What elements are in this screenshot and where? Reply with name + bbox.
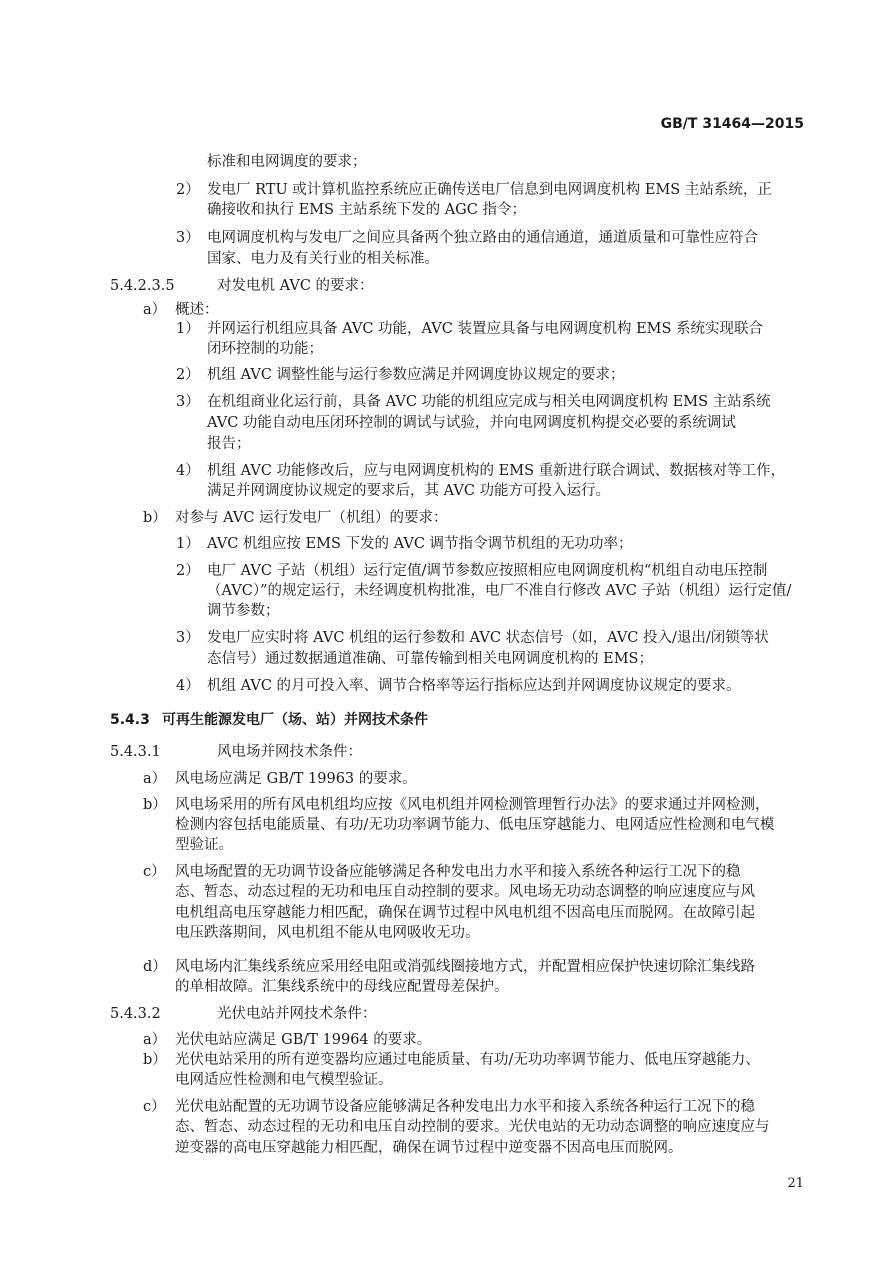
page-number: 21 [787, 1176, 804, 1191]
text-line: 风电场应满足 GB/T 19963 的要求。 [175, 771, 417, 787]
text-line: 风电场内汇集线系统应采用经电阻或消弧线圈接地方式，并配置相应保护快速切除汇集线路 [175, 959, 755, 975]
text-line: 调节参数； [207, 603, 280, 619]
item-marker: a） [143, 302, 167, 318]
text-line: 电网适应性检测和电气模型验证。 [175, 1072, 393, 1088]
text-line: （AVC）”的规定运行，未经调度机构批准，电厂不准自行修改 AVC 子站（机组）运行定值/ [207, 583, 792, 599]
text-line: 对参与 AVC 运行发电厂（机组）的要求： [175, 510, 448, 526]
text-line: 电机组高电压穿越能力相匹配，确保在调节过程中风电机组不因高电压而脱网。在故障引起 [175, 905, 755, 921]
item-marker: 1） [176, 321, 200, 337]
text-line: 电网调度机构与发电厂之间应具备两个独立路由的通信通道，通道质量和可靠性应符合 [207, 230, 758, 246]
standard-number: GB/T 31464—2015 [660, 116, 804, 132]
text-line: 光伏电站采用的所有逆变器均应通过电能质量、有功/无功功率调节能力、低电压穿越能力、 [175, 1052, 760, 1068]
text-line: 机组 AVC 的月可投入率、调节合格率等运行指标应达到并网调度协议规定的要求。 [207, 678, 741, 694]
item-marker: b） [143, 797, 167, 813]
item-marker: a） [143, 771, 167, 787]
text-line: 满足并网调度协议规定的要求后，其 AVC 功能方可投入运行。 [207, 483, 611, 499]
text-line: 发电厂应实时将 AVC 机组的运行参数和 AVC 状态信号（如，AVC 投入/退出/闭锁等状 [207, 630, 769, 646]
text-line: 光伏电站配置的无功调节设备应能够满足各种发电出力水平和接入系统各种运行工况下的稳 [175, 1099, 755, 1115]
text-line: 概述： [175, 302, 219, 318]
text-line: 光伏电站应满足 GB/T 19964 的要求。 [175, 1032, 432, 1048]
section-heading: 可再生能源发电厂（场、站）并网技术条件 [162, 712, 428, 728]
text-line: 报告； [207, 436, 251, 452]
text-line: 逆变器的高电压穿越能力相匹配，确保在调节过程中逆变器不因高电压而脱网。 [175, 1140, 683, 1156]
item-marker: 5.4.3.1 [110, 744, 161, 760]
item-marker: 2） [176, 563, 200, 579]
text-line: 检测内容包括电能质量、有功/无功功率调节能力、低电压穿越能力、电网适应性检测和电气模 [175, 817, 775, 833]
text-line: 国家、电力及有关行业的相关标准。 [207, 251, 439, 267]
item-marker: d） [143, 959, 167, 975]
item-marker: 5.4.2.3.5 [110, 278, 175, 294]
item-marker: c） [143, 864, 166, 880]
text-line: 风电场采用的所有风电机组均应按《风电机组并网检测管理暂行办法》的要求通过并网检测， [175, 797, 770, 813]
text-line: 电压跌落期间，风电机组不能从电网吸收无功。 [175, 925, 480, 941]
item-marker: b） [143, 510, 167, 526]
item-marker: 5.4.3 [110, 712, 150, 728]
item-marker: 4） [176, 463, 200, 479]
item-marker: 4） [176, 678, 200, 694]
text-line: 闭环控制的功能； [207, 341, 323, 357]
text-line: 标准和电网调度的要求； [207, 154, 367, 170]
text-line: 的单相故障。汇集线系统中的母线应配置母差保护。 [175, 979, 509, 995]
text-line: 发电厂 RTU 或计算机监控系统应正确传送电厂信息到电网调度机构 EMS 主站系统，正 [207, 182, 772, 198]
text-line: 对发电机 AVC 的要求： [217, 278, 374, 294]
item-marker: 3） [176, 230, 200, 246]
text-line: 型验证。 [175, 837, 233, 853]
text-line: 风电场配置的无功调节设备应能够满足各种发电出力水平和接入系统各种运行工况下的稳 [175, 864, 741, 880]
text-line: 机组 AVC 功能修改后，应与电网调度机构的 EMS 重新进行联合调试、数据核对等工作， [207, 463, 786, 479]
item-marker: 3） [176, 394, 200, 410]
text-line: 在机组商业化运行前，具备 AVC 功能的机组应完成与相关电网调度机构 EMS 主站系统 [207, 394, 771, 410]
item-marker: 3） [176, 630, 200, 646]
text-line: 风电场并网技术条件： [217, 744, 362, 760]
text-line: 机组 AVC 调整性能与运行参数应满足并网调度协议规定的要求； [207, 367, 625, 383]
item-marker: 2） [176, 367, 200, 383]
text-line: 电厂 AVC 子站（机组）运行定值/调节参数应按照相应电网调度机构“机组自动电压控制 [207, 563, 768, 579]
text-line: 态、暂态、动态过程的无功和电压自动控制的要求。风电场无功动态调整的响应速度应与风 [175, 884, 755, 900]
item-marker: 5.4.3.2 [110, 1006, 161, 1022]
text-line: 光伏电站并网技术条件： [217, 1006, 377, 1022]
item-marker: c） [143, 1099, 166, 1115]
item-marker: 1） [176, 536, 200, 552]
item-marker: b） [143, 1052, 167, 1068]
text-line: AVC 功能自动电压闭环控制的调试与试验，并向电网调度机构提交必要的系统调试 [207, 415, 736, 431]
item-marker: 2） [176, 182, 200, 198]
text-line: 态信号）通过数据通道准确、可靠传输到相关电网调度机构的 EMS； [207, 651, 653, 667]
text-line: AVC 机组应按 EMS 下发的 AVC 调节指令调节机组的无功功率； [207, 536, 633, 552]
item-marker: a） [143, 1032, 167, 1048]
text-line: 确接收和执行 EMS 主站系统下发的 AGC 指令； [207, 202, 526, 218]
text-line: 态、暂态、动态过程的无功和电压自动控制的要求。光伏电站的无功动态调整的响应速度应与 [175, 1119, 770, 1135]
text-line: 并网运行机组应具备 AVC 功能，AVC 装置应具备与电网调度机构 EMS 系统实现联合 [207, 321, 764, 337]
